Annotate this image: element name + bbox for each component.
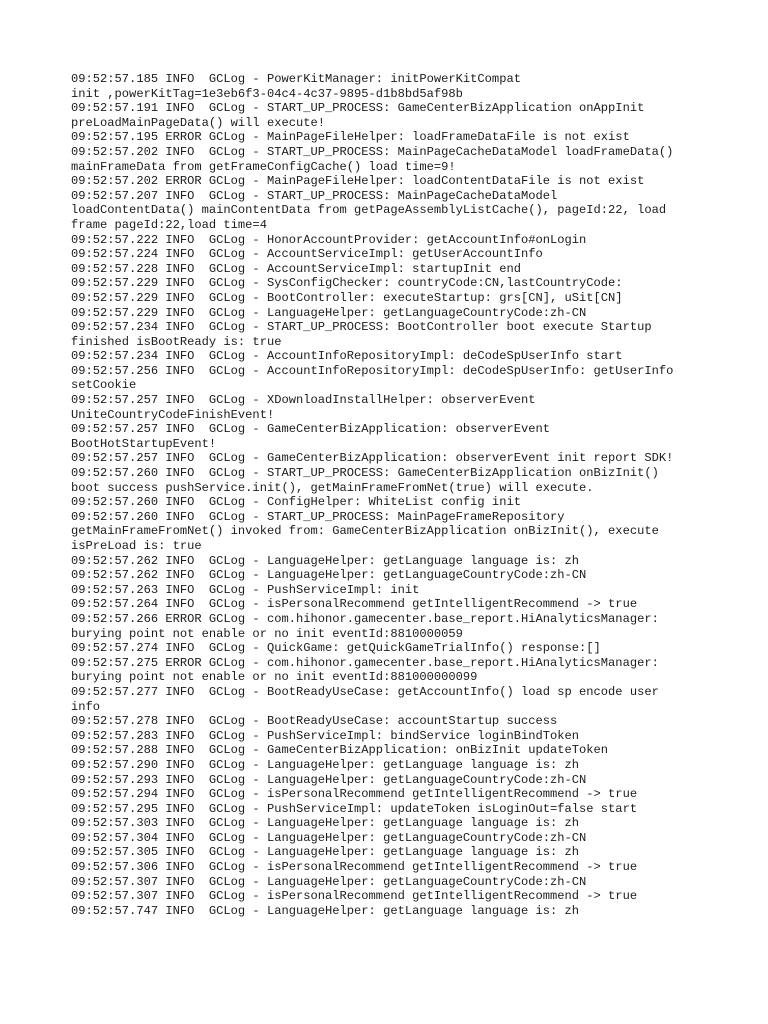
log-line: 09:52:57.303 INFO GCLog - LanguageHelper: getLanguage language is: zh bbox=[71, 816, 580, 831]
log-line: 09:52:57.304 INFO GCLog - LanguageHelper: getLanguageCountryCode:zh-CN bbox=[71, 830, 587, 845]
log-line: 09:52:57.202 INFO GCLog - START_UP_PROCESS: MainPageCacheDataModel loadFrameData() bbox=[71, 144, 674, 159]
log-line: 09:52:57.260 INFO GCLog - ConfigHelper: WhiteList config init bbox=[71, 495, 521, 510]
log-line: 09:52:57.288 INFO GCLog - GameCenterBizApplication: onBizInit updateToken bbox=[71, 743, 609, 758]
log-line: UniteCountryCodeFinishEvent! bbox=[71, 407, 275, 422]
log-line: 09:52:57.222 INFO GCLog - HonorAccountProvider: getAccountInfo#onLogin bbox=[71, 232, 587, 247]
log-line: BootHotStartupEvent! bbox=[71, 436, 217, 451]
log-line: 09:52:57.307 INFO GCLog - LanguageHelper: getLanguageCountryCode:zh-CN bbox=[71, 874, 587, 889]
log-line: boot success pushService.init(), getMainFrameFromNet(true) will execute. bbox=[71, 480, 594, 495]
log-line: info bbox=[71, 699, 101, 714]
log-line: loadContentData() mainContentData from getPageAssemblyListCache(), pageId:22, load bbox=[71, 203, 667, 218]
log-line: 09:52:57.229 INFO GCLog - BootController: executeStartup: grs[CN], uSit[CN] bbox=[71, 290, 623, 305]
log-line: frame pageId:22,load time=4 bbox=[71, 217, 267, 232]
log-output bbox=[71, 72, 711, 918]
log-line: 09:52:57.295 INFO GCLog - PushServiceImpl: updateToken isLoginOut=false start bbox=[71, 801, 638, 816]
log-line: 09:52:57.257 INFO GCLog - GameCenterBizApplication: observerEvent init report SDK! bbox=[71, 451, 674, 466]
log-line: 09:52:57.256 INFO GCLog - AccountInfoRepositoryImpl: deCodeSpUserInfo: getUserInfo bbox=[71, 363, 674, 378]
log-line: 09:52:57.185 INFO GCLog - PowerKitManager: initPowerKitCompat bbox=[71, 72, 521, 86]
log-line: 09:52:57.207 INFO GCLog - START_UP_PROCESS: MainPageCacheDataModel bbox=[71, 188, 558, 203]
log-line: 09:52:57.191 INFO GCLog - START_UP_PROCESS: GameCenterBizApplication onAppInit bbox=[71, 101, 645, 116]
log-line: 09:52:57.274 INFO GCLog - QuickGame: getQuickGameTrialInfo() response:[] bbox=[71, 641, 601, 656]
log-line: burying point not enable or no init eventId:8810000059 bbox=[71, 626, 463, 641]
log-line: getMainFrameFromNet() invoked from: GameCenterBizApplication onBizInit(), execute bbox=[71, 524, 659, 539]
log-line: 09:52:57.260 INFO GCLog - START_UP_PROCESS: GameCenterBizApplication onBizInit() bbox=[71, 466, 659, 481]
log-line: 09:52:57.224 INFO GCLog - AccountServiceImpl: getUserAccountInfo bbox=[71, 247, 543, 262]
log-line: 09:52:57.228 INFO GCLog - AccountServiceImpl: startupInit end bbox=[71, 261, 521, 276]
log-line: setCookie bbox=[71, 378, 137, 393]
log-line: 09:52:57.275 ERROR GCLog - com.hihonor.gamecenter.base_report.HiAnalyticsManager: bbox=[71, 655, 659, 670]
log-line: 09:52:57.229 INFO GCLog - LanguageHelper: getLanguageCountryCode:zh-CN bbox=[71, 305, 587, 320]
log-line: 09:52:57.290 INFO GCLog - LanguageHelper: getLanguage language is: zh bbox=[71, 757, 580, 772]
log-line: 09:52:57.264 INFO GCLog - isPersonalRecommend getIntelligentRecommend -> true bbox=[71, 597, 638, 612]
log-line: 09:52:57.277 INFO GCLog - BootReadyUseCase: getAccountInfo() load sp encode user bbox=[71, 684, 659, 699]
log-line: 09:52:57.278 INFO GCLog - BootReadyUseCase: accountStartup success bbox=[71, 714, 558, 729]
log-line: 09:52:57.234 INFO GCLog - START_UP_PROCESS: BootController boot execute Startup bbox=[71, 320, 652, 335]
log-line: isPreLoad is: true bbox=[71, 539, 202, 553]
log-line: 09:52:57.294 INFO GCLog - isPersonalRecommend getIntelligentRecommend -> true bbox=[71, 787, 638, 802]
log-line: 09:52:57.306 INFO GCLog - isPersonalRecommend getIntelligentRecommend -> true bbox=[71, 860, 638, 875]
log-line: init ,powerKitTag=1e3eb6f3-04c4-4c37-9895-d1b8bd5af98b bbox=[71, 86, 463, 101]
log-line: burying point not enable or no init eventId:881000000099 bbox=[71, 670, 478, 685]
log-line: 09:52:57.747 INFO GCLog - LanguageHelper: getLanguage language is: zh bbox=[71, 903, 580, 918]
log-line: 09:52:57.195 ERROR GCLog - MainPageFileHelper: loadFrameDataFile is not exist bbox=[71, 130, 630, 145]
log-line: 09:52:57.263 INFO GCLog - PushServiceImpl: init bbox=[71, 582, 420, 597]
log-line: 09:52:57.260 INFO GCLog - START_UP_PROCESS: MainPageFrameRepository bbox=[71, 509, 565, 524]
log-line: 09:52:57.234 INFO GCLog - AccountInfoRepositoryImpl: deCodeSpUserInfo start bbox=[71, 349, 623, 364]
log-line: 09:52:57.262 INFO GCLog - LanguageHelper: getLanguageCountryCode:zh-CN bbox=[71, 568, 587, 583]
log-line: 09:52:57.202 ERROR GCLog - MainPageFileHelper: loadContentDataFile is not exist bbox=[71, 174, 645, 189]
log-line: 09:52:57.307 INFO GCLog - isPersonalRecommend getIntelligentRecommend -> true bbox=[71, 889, 638, 904]
log-line: 09:52:57.229 INFO GCLog - SysConfigChecker: countryCode:CN,lastCountryCode: bbox=[71, 276, 623, 291]
log-line: 09:52:57.257 INFO GCLog - XDownloadInstallHelper: observerEvent bbox=[71, 393, 536, 408]
log-line: mainFrameData from getFrameConfigCache() load time=9! bbox=[71, 159, 456, 174]
log-line: 09:52:57.283 INFO GCLog - PushServiceImpl: bindService loginBindToken bbox=[71, 728, 580, 743]
log-line: 09:52:57.262 INFO GCLog - LanguageHelper: getLanguage language is: zh bbox=[71, 553, 580, 568]
log-line: 09:52:57.266 ERROR GCLog - com.hihonor.gamecenter.base_report.HiAnalyticsManager: bbox=[71, 611, 659, 626]
log-line: finished isBootReady is: true bbox=[71, 334, 282, 349]
log-line: preLoadMainPageData() will execute! bbox=[71, 115, 326, 130]
log-line: 09:52:57.305 INFO GCLog - LanguageHelper: getLanguage language is: zh bbox=[71, 845, 580, 860]
log-line: 09:52:57.293 INFO GCLog - LanguageHelper: getLanguageCountryCode:zh-CN bbox=[71, 772, 587, 787]
log-line: 09:52:57.257 INFO GCLog - GameCenterBizApplication: observerEvent bbox=[71, 422, 550, 437]
